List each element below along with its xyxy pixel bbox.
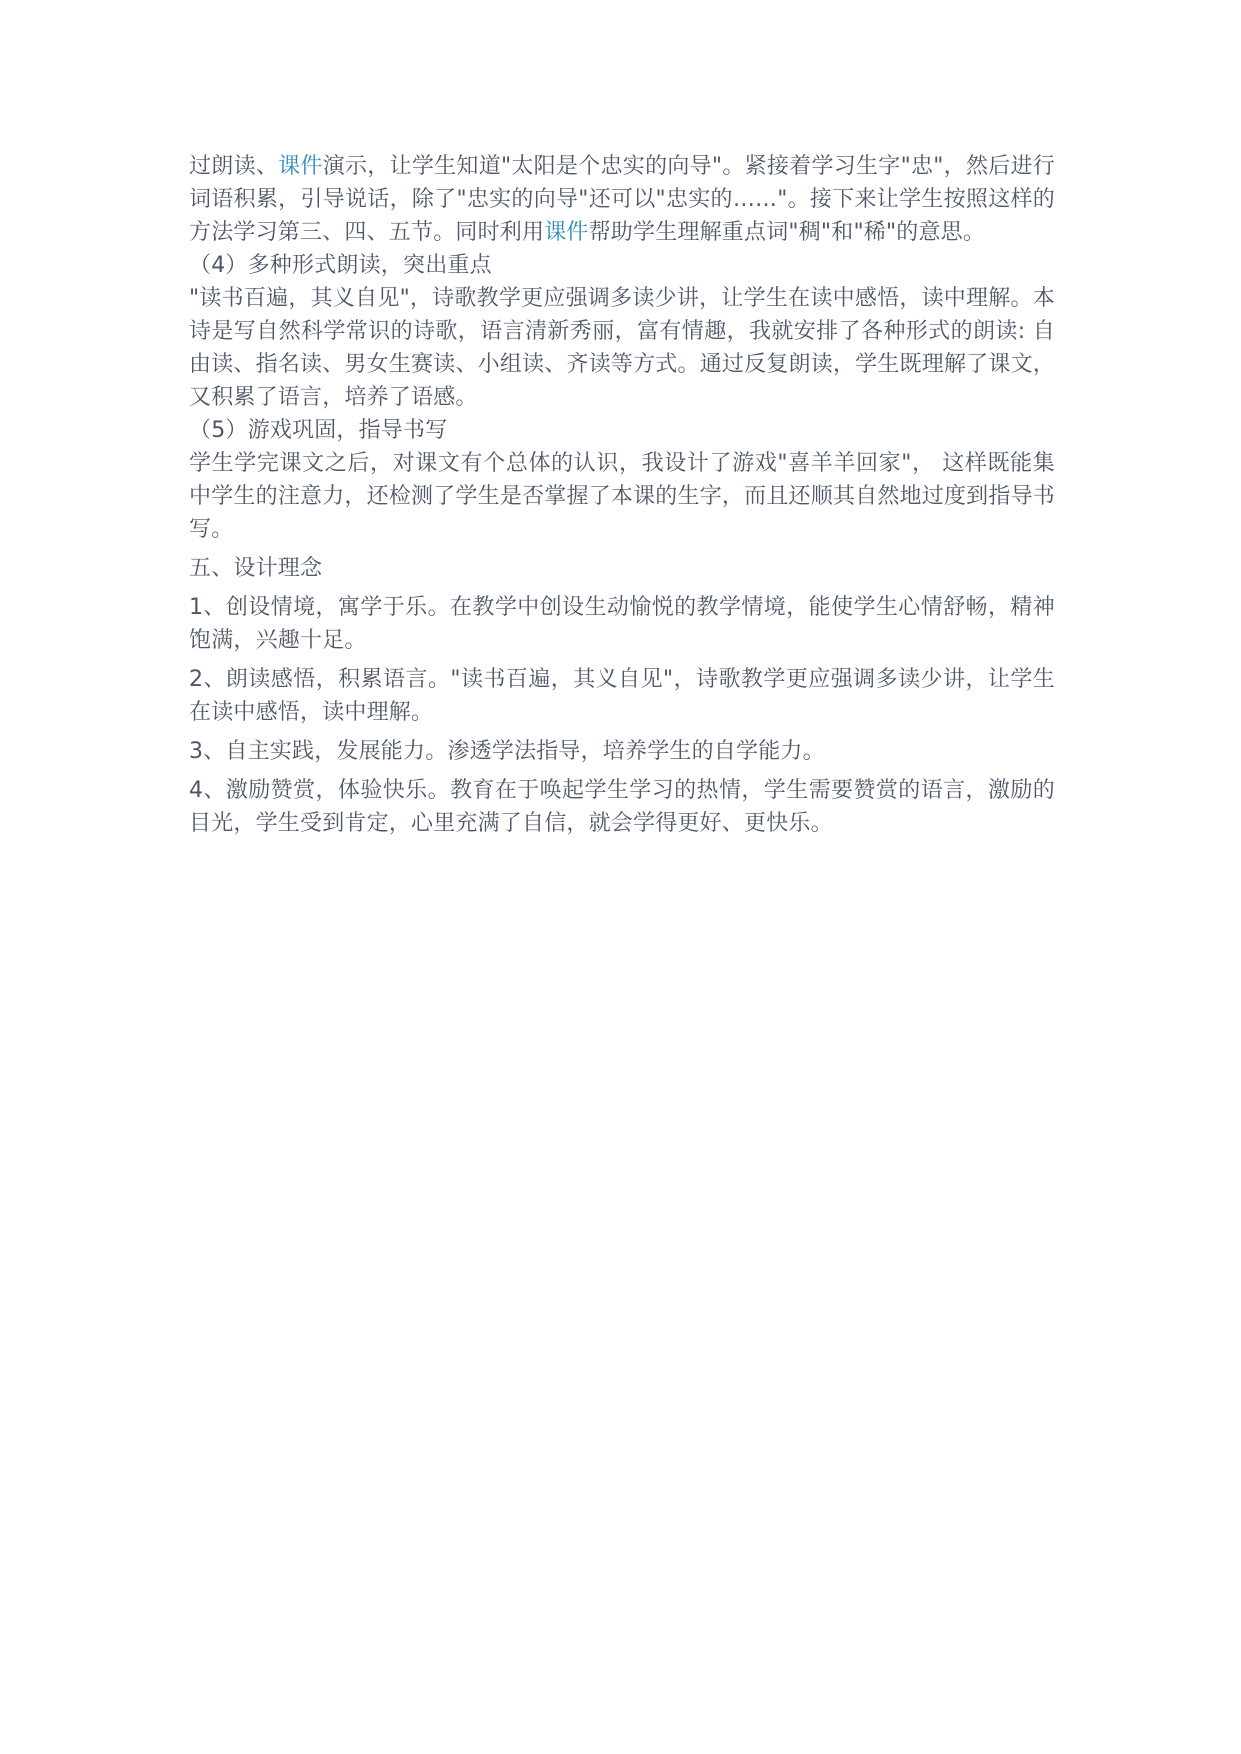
paragraph [189,282,1055,414]
paragraph [189,774,1055,840]
paragraph [189,414,1055,447]
paragraph [189,663,1055,729]
paragraph-text: （5）游戏巩固，指导书写 [189,418,448,443]
paragraph [189,591,1055,657]
paragraph-text: 1、创设情境，寓学于乐。在教学中创设生动愉悦的教学情境，能使学生心情舒畅，精神饱满，兴趣十足。 [189,595,1055,653]
paragraph-text: 3、自主实践，发展能力。渗透学法指导，培养学生的自学能力。 [189,739,825,764]
courseware-link[interactable]: 课件 [544,220,589,245]
paragraph [189,447,1055,546]
paragraph-text: （4）多种形式朗读，突出重点 [189,253,492,278]
paragraph-text: "读书百遍，其义自见"，诗歌教学更应强调多读少讲，让学生在读中感悟，读中理解。本诗是写自然科学常识的诗歌，语言清新秀丽，富有情趣，我就安排了各种形式的朗读: 自由读、指名读、男女生赛读、小组读、齐读等方式。通过反复朗读，学生既理解了课文，又积累了语言，培养了语感。 [189,286,1055,410]
document-body [189,150,1055,840]
courseware-link[interactable]: 课件 [278,154,323,179]
paragraph-text: 学生学完课文之后，对课文有个总体的认识，我设计了游戏"喜羊羊回家"， 这样既能集中学生的注意力，还检测了学生是否掌握了本课的生字，而且还顺其自然地过度到指导书写。 [189,451,1055,542]
paragraph-text: 2、朗读感悟，积累语言。"读书百遍，其义自见"，诗歌教学更应强调多读少讲，让学生在读中感悟，读中理解。 [189,667,1055,725]
paragraph [189,249,1055,282]
paragraph [189,552,1055,585]
paragraph-text: 4、激励赞赏，体验快乐。教育在于唤起学生学习的热情，学生需要赞赏的语言，激励的目光，学生受到肯定，心里充满了自信，就会学得更好、更快乐。 [189,778,1055,836]
paragraph-text: 过朗读、 [189,154,279,179]
paragraph-text: 五、设计理念 [189,556,323,581]
paragraph-text: 演示，让学生知道"太阳是个忠实的向导"。紧接着学习生字"忠"，然后进行词语积累，引导说话，除了"忠实的向导"还可以"忠实的……"。接下来让学生按照这样的方法学习第三、四、五节。同时利用 [189,154,1055,245]
paragraph [189,150,1055,249]
paragraph [189,735,1055,768]
paragraph-text: 帮助学生理解重点词"稠"和"稀"的意思。 [588,220,986,245]
